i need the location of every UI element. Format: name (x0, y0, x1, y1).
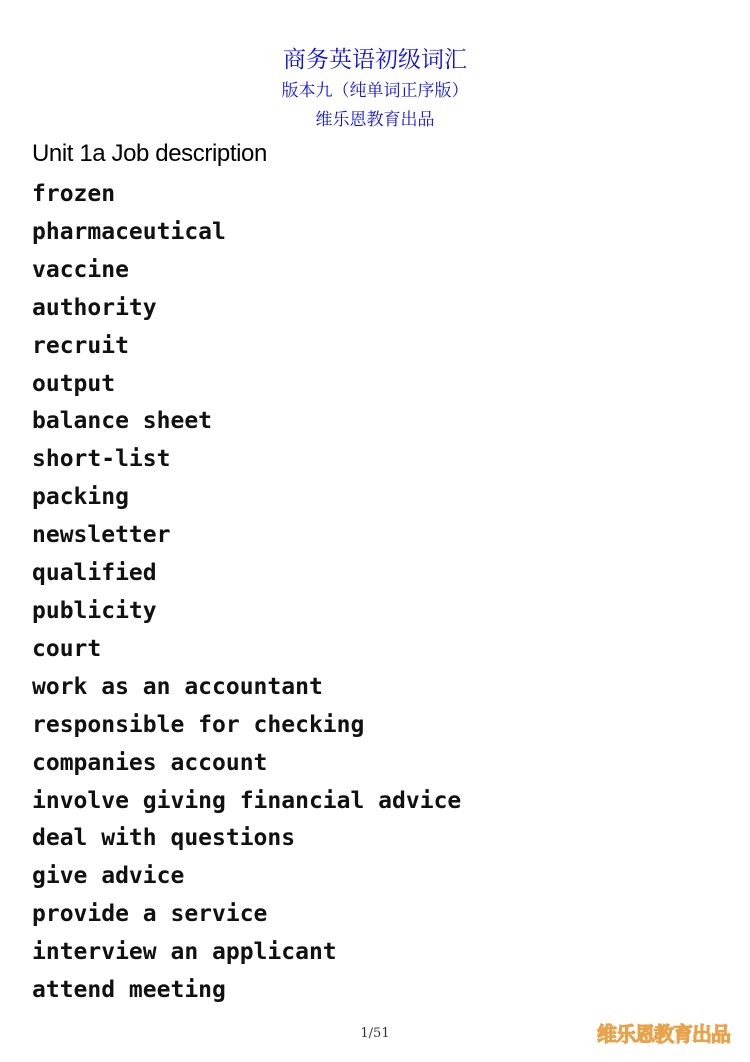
vocabulary-item: give advice (32, 863, 185, 890)
vocabulary-list (32, 176, 461, 1010)
vocabulary-item: recruit (32, 332, 129, 359)
vocabulary-item: attend meeting (32, 977, 226, 1004)
vocabulary-item: newsletter (32, 522, 171, 549)
vocabulary-item: publicity (32, 597, 157, 624)
vocabulary-item: short-list (32, 446, 171, 473)
watermark-logo: 维乐恩教育出品 (597, 1022, 730, 1046)
publisher-line: 维乐恩教育出品 (315, 110, 435, 130)
vocabulary-item: packing (32, 484, 129, 511)
vocabulary-item: vaccine (32, 256, 129, 283)
vocabulary-item: deal with questions (32, 825, 296, 852)
vocabulary-item: output (32, 370, 116, 397)
vocabulary-item: authority (32, 294, 157, 321)
vocabulary-item: frozen (32, 181, 116, 207)
document-title: 商务英语初级词汇 (283, 47, 467, 73)
page-number: 1/51 (360, 1026, 390, 1041)
vocabulary-item: involve giving financial advice (32, 787, 462, 814)
vocabulary-item: companies account (32, 749, 268, 776)
document-header (0, 44, 750, 134)
vocabulary-item: pharmaceutical (32, 218, 226, 245)
vocabulary-item: interview an applicant (32, 939, 337, 966)
vocabulary-item: balance sheet (32, 408, 213, 435)
unit-heading: Unit 1a Job description (32, 140, 267, 167)
vocabulary-item: work as an accountant (32, 673, 323, 700)
document-subtitle: 版本九（纯单词正序版） (281, 81, 469, 101)
vocabulary-item: court (32, 635, 102, 662)
vocabulary-item: qualified (32, 560, 157, 587)
vocabulary-item: provide a service (32, 901, 268, 928)
vocabulary-item: responsible for checking (32, 711, 365, 738)
